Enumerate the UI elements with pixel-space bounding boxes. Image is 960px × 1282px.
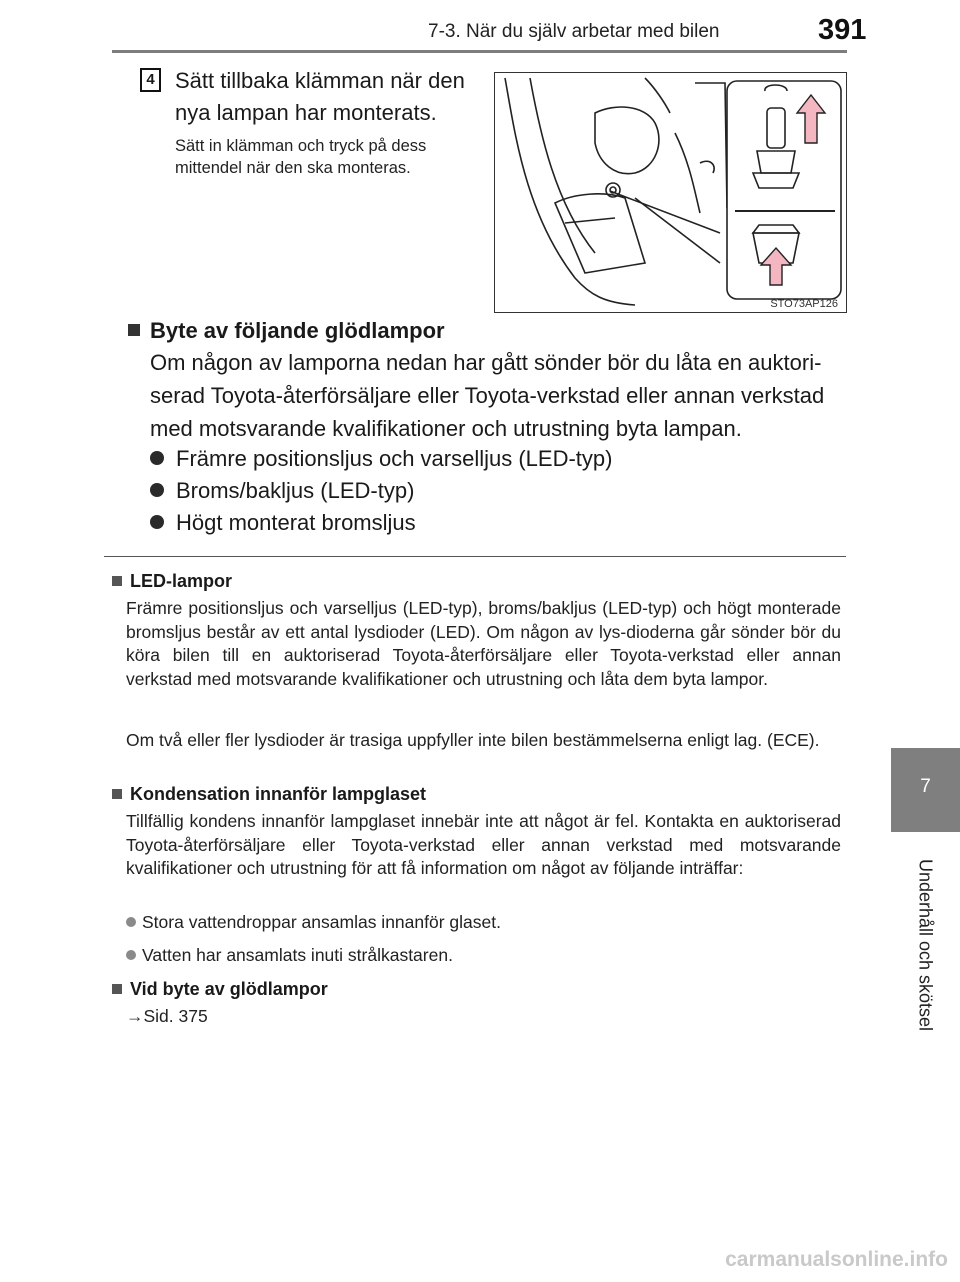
section-heading-text: Byte av följande glödlampor [150, 318, 445, 343]
watermark: carmanualsonline.info [725, 1248, 948, 1271]
bullet-icon [150, 451, 164, 465]
header-rule [112, 50, 847, 53]
headlamp-clip-drawing [495, 73, 847, 313]
clip-illustration [494, 72, 847, 313]
chapter-label: Underhåll och skötsel [915, 858, 936, 1032]
page-number: 391 [818, 14, 867, 46]
step-detail: Sätt in klämman och tryck på dess mittendel när den ska monteras. [175, 137, 427, 177]
square-bullet-icon [112, 789, 122, 799]
bullet-icon [150, 515, 164, 529]
note-heading: Kondensation innanför lampglaset [112, 783, 426, 805]
arrow-right-icon: → [126, 1006, 144, 1026]
list-item: Främre positionsljus och varselljus (LED-typ) [150, 444, 612, 474]
section-heading [128, 318, 445, 344]
section-title: 7-3. När du själv arbetar med bilen [428, 21, 720, 42]
list-item: Stora vattendroppar ansamlas innanför glaset. [126, 911, 501, 934]
step-number: 4 [140, 68, 161, 92]
illustration-code: STO73AP126 [770, 298, 838, 310]
note-heading: Vid byte av glödlampor [112, 978, 328, 1000]
bullet-icon [126, 917, 136, 927]
note-paragraph: Främre positionsljus och varselljus (LED-typ), broms/bakljus (LED-typ) och högt monterade bromsljus består av ett antal lysdioder (LED). Om någon av lys-dioderna går sönder bör du köra bilen till en auktoriserad Toyota-återförsäljare eller Toyota-verkstad eller annan verkstad med motsvarande kvalifikationer och utrustning och låta dem byta lampor. [126, 598, 841, 689]
note-heading: LED-lampor [112, 570, 232, 592]
square-bullet-icon [128, 324, 140, 336]
note-paragraph: Tillfällig kondens innanför lampglaset innebär inte att något är fel. Kontakta en auktoriserad Toyota-återförsäljare eller Toyota-verkstad eller annan verkstad med motsvarande kvalifikationer och utrustning för att få information om något av följande inträffar: [126, 811, 841, 878]
square-bullet-icon [112, 576, 122, 586]
chapter-tab [891, 748, 960, 832]
bullet-icon [150, 483, 164, 497]
section-body: Om någon av lamporna nedan har gått sönder bör du låta en auktori-serad Toyota-återförsäljare eller Toyota-verkstad eller annan verkstad med motsvarande kvalifikationer och utrustning byta lampan. [150, 350, 825, 441]
note-paragraph: Om två eller fler lysdioder är trasiga uppfyller inte bilen bestämmelserna enligt lag. (ECE). [126, 730, 820, 750]
list-item: Högt monterat bromsljus [150, 508, 416, 538]
list-item: Broms/bakljus (LED-typ) [150, 476, 414, 506]
page-reference[interactable]: →Sid. 375 [126, 1006, 208, 1026]
step-instruction: Sätt tillbaka klämman när den nya lampan har monterats. [175, 68, 465, 125]
bullet-icon [126, 950, 136, 960]
list-item: Vatten har ansamlats inuti strålkastaren. [126, 944, 453, 967]
notes-divider [104, 556, 846, 557]
square-bullet-icon [112, 984, 122, 994]
chapter-number: 7 [920, 776, 931, 797]
